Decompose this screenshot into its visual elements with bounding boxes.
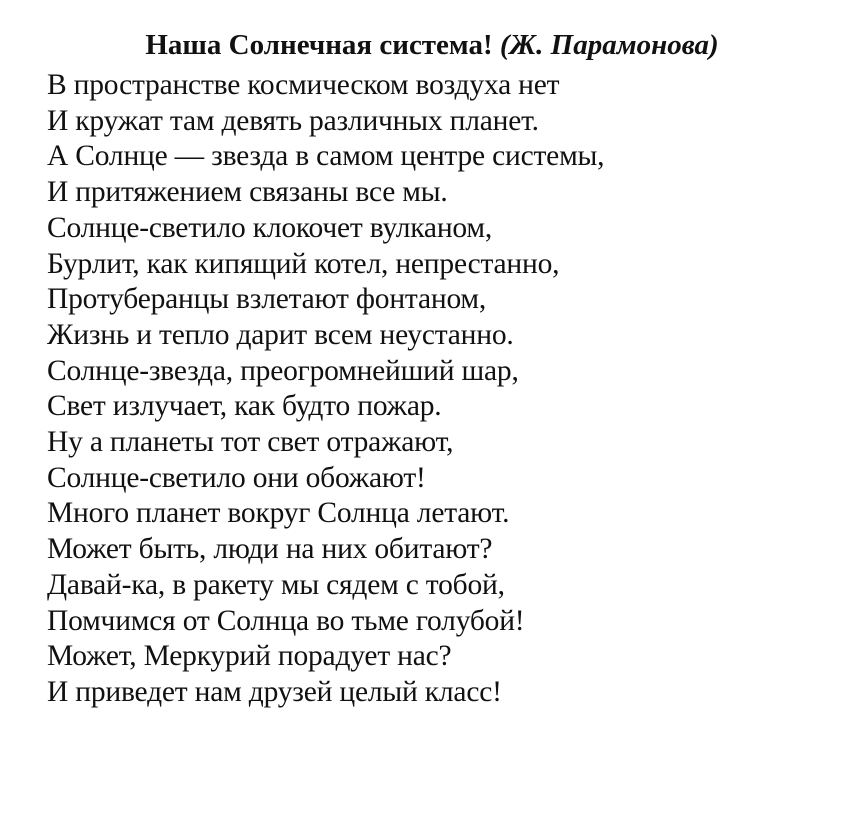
poem-line: Бурлит, как кипящий котел, непрестанно, [47, 247, 560, 280]
poem-line: И кружат там девять различных планет. [47, 104, 539, 137]
poem-line: В пространстве космическом воздуха нет [47, 69, 560, 101]
poem-line: Может, Меркурий порадует нас? [47, 640, 452, 673]
poem-line: Солнце-светило клокочет вулканом, [47, 211, 493, 244]
poem-title [0, 26, 864, 64]
poem-line: И притяжением связаны все мы. [47, 176, 448, 209]
poem-line: Свет излучает, как будто пожар. [47, 390, 442, 423]
poem-line: И приведет нам друзей целый класс! [47, 675, 502, 708]
poem-title-text: Наша Солнечная система! [145, 29, 493, 61]
poem-line: Помчимся от Солнца во тьме голубой! [47, 604, 525, 637]
poem-line: А Солнце — звезда в самом центре системы, [47, 140, 605, 173]
poem-line: Солнце-светило они обожают! [47, 461, 426, 494]
poem-line: Может быть, люди на них обитают? [47, 533, 493, 566]
poem-line: Ну а планеты тот свет отражают, [47, 426, 454, 459]
poem-line: Солнце-звезда, преогромнейший шар, [47, 354, 519, 387]
poem-line: Жизнь и тепло дарит всем неустанно. [47, 318, 514, 351]
poem-line: Протуберанцы взлетают фонтаном, [47, 283, 487, 316]
poem-line: Много планет вокруг Солнца летают. [47, 497, 510, 530]
poem-author: (Ж. Парамонова) [499, 29, 719, 61]
poem-line: Давай-ка, в ракету мы сядем с тобой, [47, 568, 505, 601]
poem-body [47, 68, 847, 711]
